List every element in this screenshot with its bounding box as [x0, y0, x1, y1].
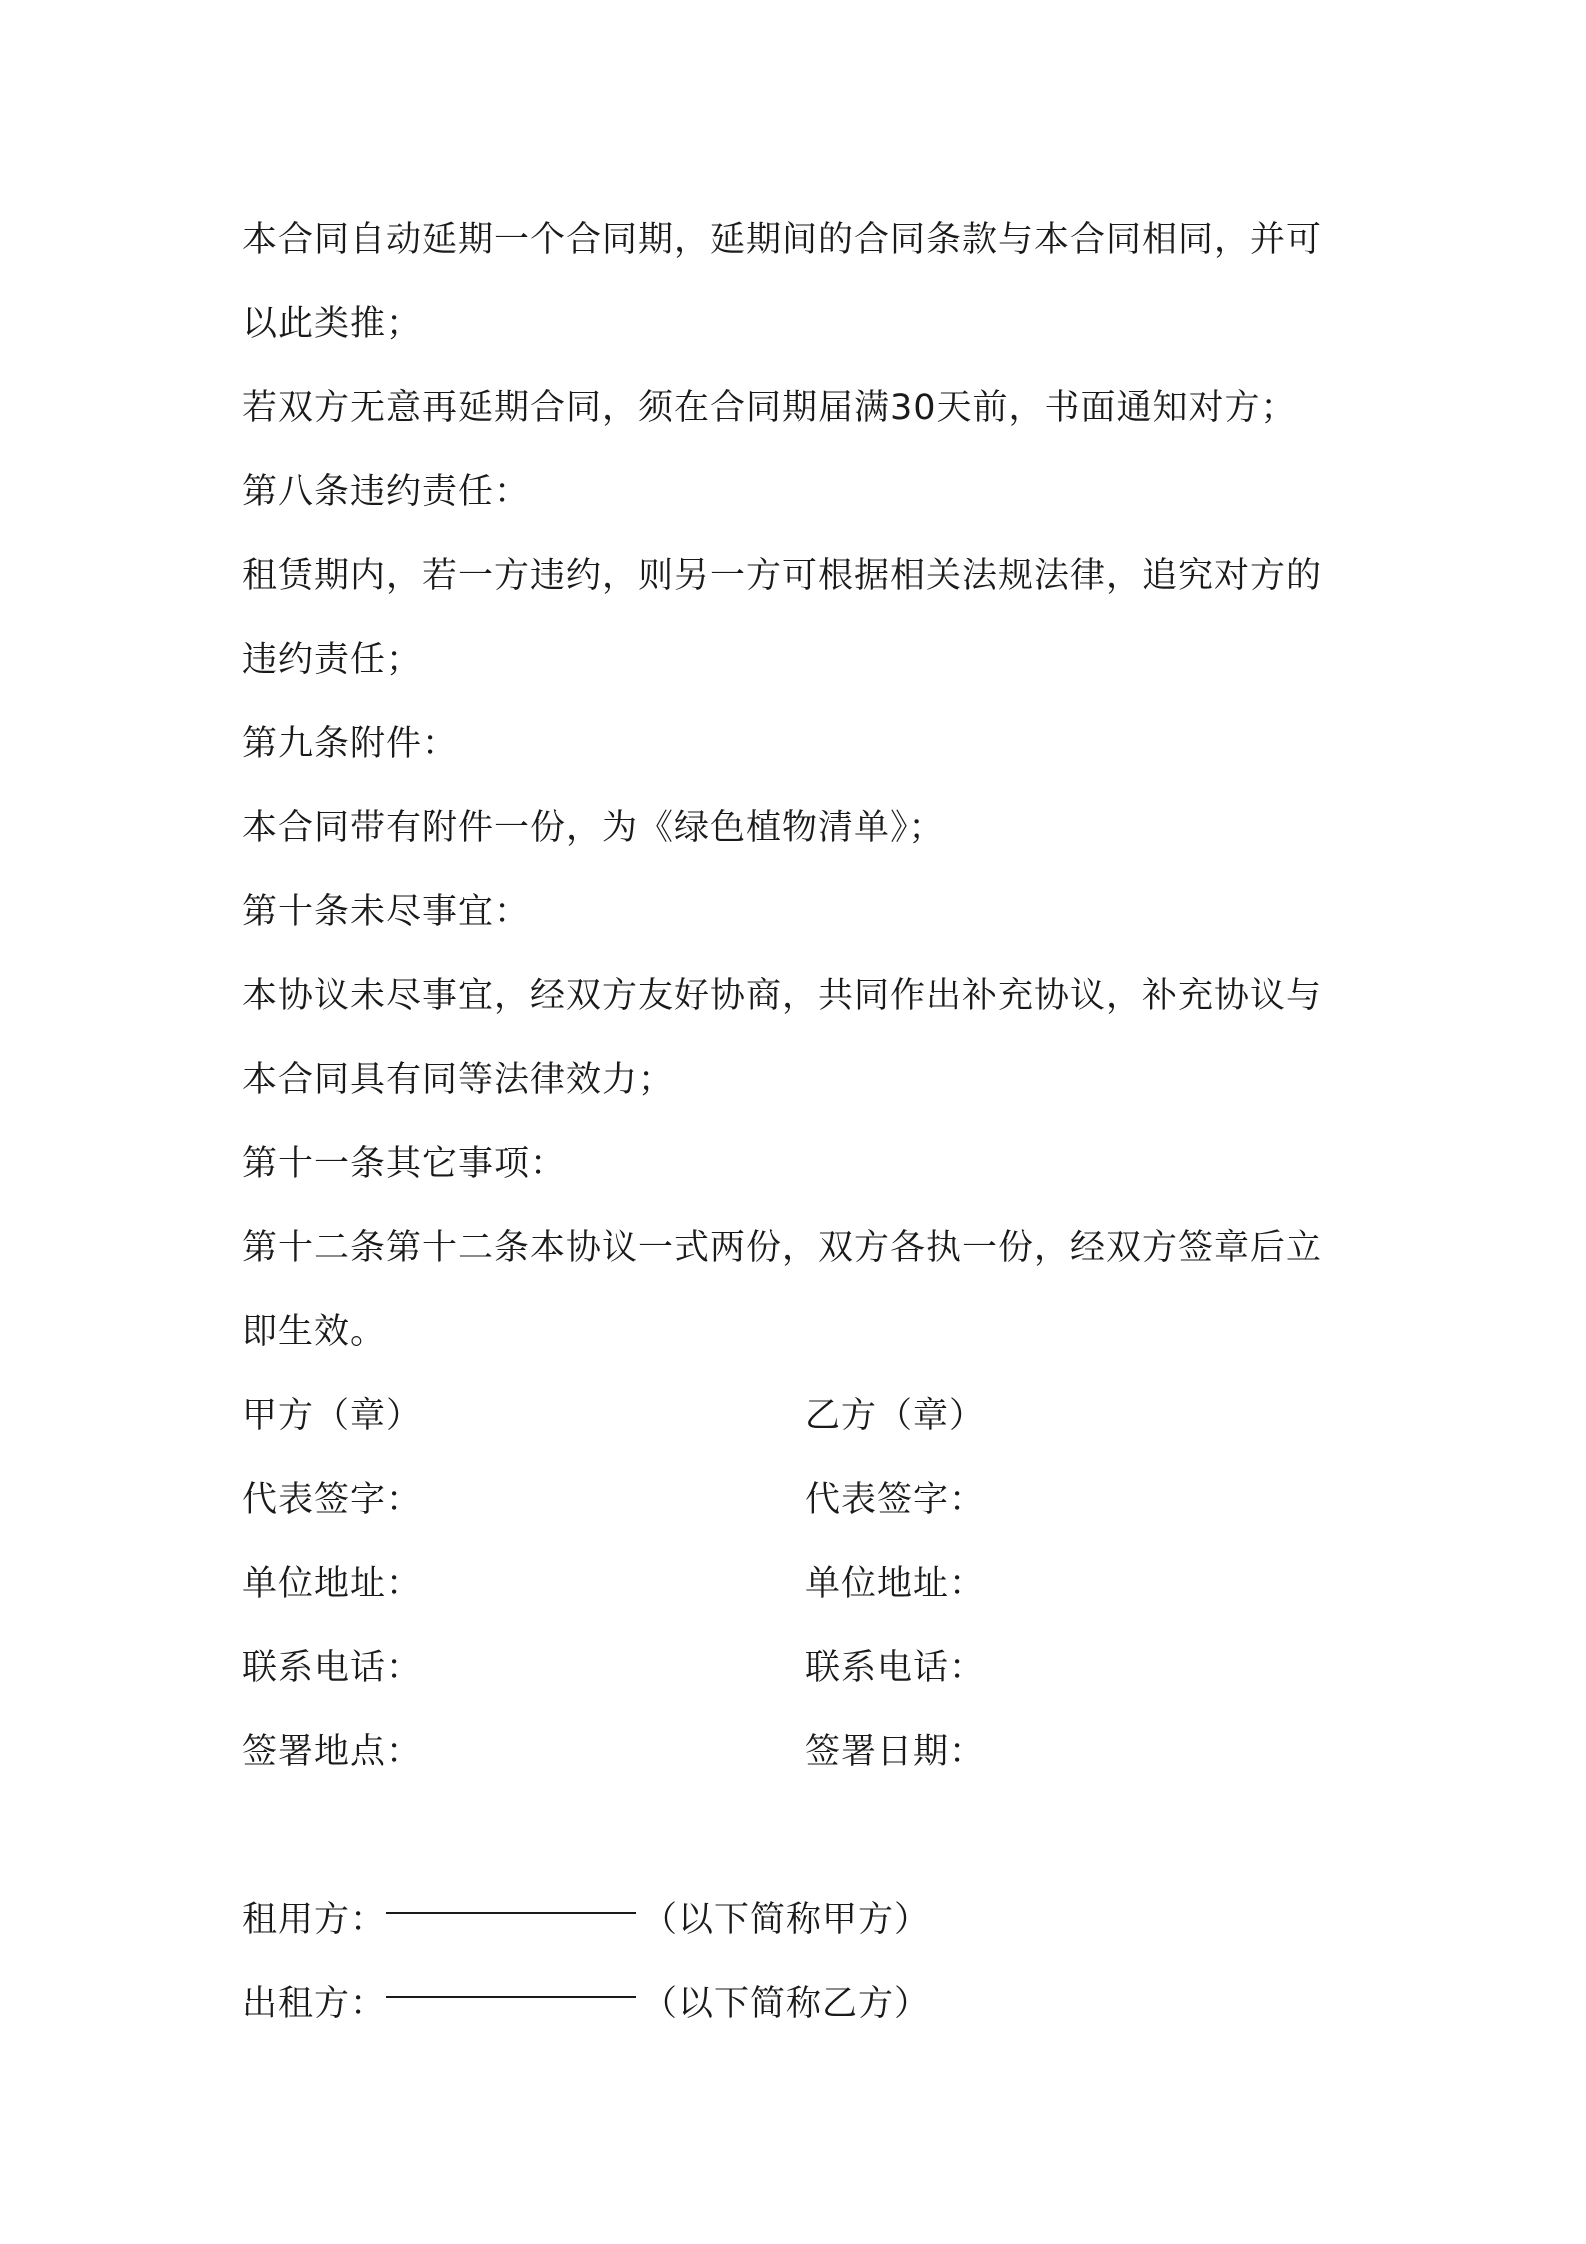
sign-date-label: 签署日期：: [805, 1732, 986, 1772]
heading-article-9: 第九条附件：: [242, 724, 459, 764]
lessee-note: （以下简称甲方）: [642, 1900, 931, 1940]
party-b-phone-label: 联系电话：: [805, 1648, 986, 1688]
clause-attachment: 本合同带有附件一份，为《绿色植物清单》；: [242, 808, 945, 848]
lessor-note: （以下简称乙方）: [642, 1984, 931, 2024]
signature-row-address: [242, 1542, 1352, 1626]
party-b-rep-sign-label: 代表签字：: [805, 1480, 986, 1520]
sign-place-label: 签署地点：: [242, 1732, 423, 1772]
clause-supplementary: 本协议未尽事宜，经双方友好协商，共同作出补充协议，补充协议与本合同具有同等法律效力；: [242, 976, 1323, 1100]
lessor-label: 出租方：: [242, 1984, 387, 2024]
lessee-name-blank[interactable]: [386, 1878, 636, 1914]
clause-effectiveness: 第十二条第十二条本协议一式两份，双方各执一份，经双方签章后立即生效。: [242, 1228, 1323, 1352]
clause-breach-liability: 租赁期内，若一方违约，则另一方可根据相关法规法律，追究对方的违约责任；: [242, 556, 1323, 680]
signature-row-phone: [242, 1626, 1352, 1710]
party-a-phone-label: 联系电话：: [242, 1648, 423, 1688]
lessor-name-blank[interactable]: [386, 1962, 636, 1998]
party-b-address-label: 单位地址：: [805, 1564, 986, 1604]
clause-auto-extension: 本合同自动延期一个合同期，延期间的合同条款与本合同相同，并可以此类推；: [242, 220, 1323, 344]
clause-termination-notice: 若双方无意再延期合同，须在合同期届满30天前，书面通知对方；: [242, 388, 1297, 428]
party-b-seal-label: 乙方（章）: [805, 1396, 986, 1436]
signature-row-representative: [242, 1458, 1352, 1542]
signature-row-party: [242, 1374, 1352, 1458]
section-spacer: [242, 1794, 1352, 1878]
signature-row-place-date: [242, 1710, 1352, 1794]
lessor-line: [242, 1962, 1352, 2046]
lessee-line: [242, 1878, 1352, 1962]
heading-article-10: 第十条未尽事宜：: [242, 892, 531, 932]
party-a-rep-sign-label: 代表签字：: [242, 1480, 423, 1520]
lessee-label: 租用方：: [242, 1900, 387, 1940]
heading-article-8: 第八条违约责任：: [242, 472, 531, 512]
document-body: [242, 198, 1352, 2046]
heading-article-11: 第十一条其它事项：: [242, 1144, 567, 1184]
party-a-seal-label: 甲方（章）: [242, 1396, 423, 1436]
party-a-address-label: 单位地址：: [242, 1564, 423, 1604]
